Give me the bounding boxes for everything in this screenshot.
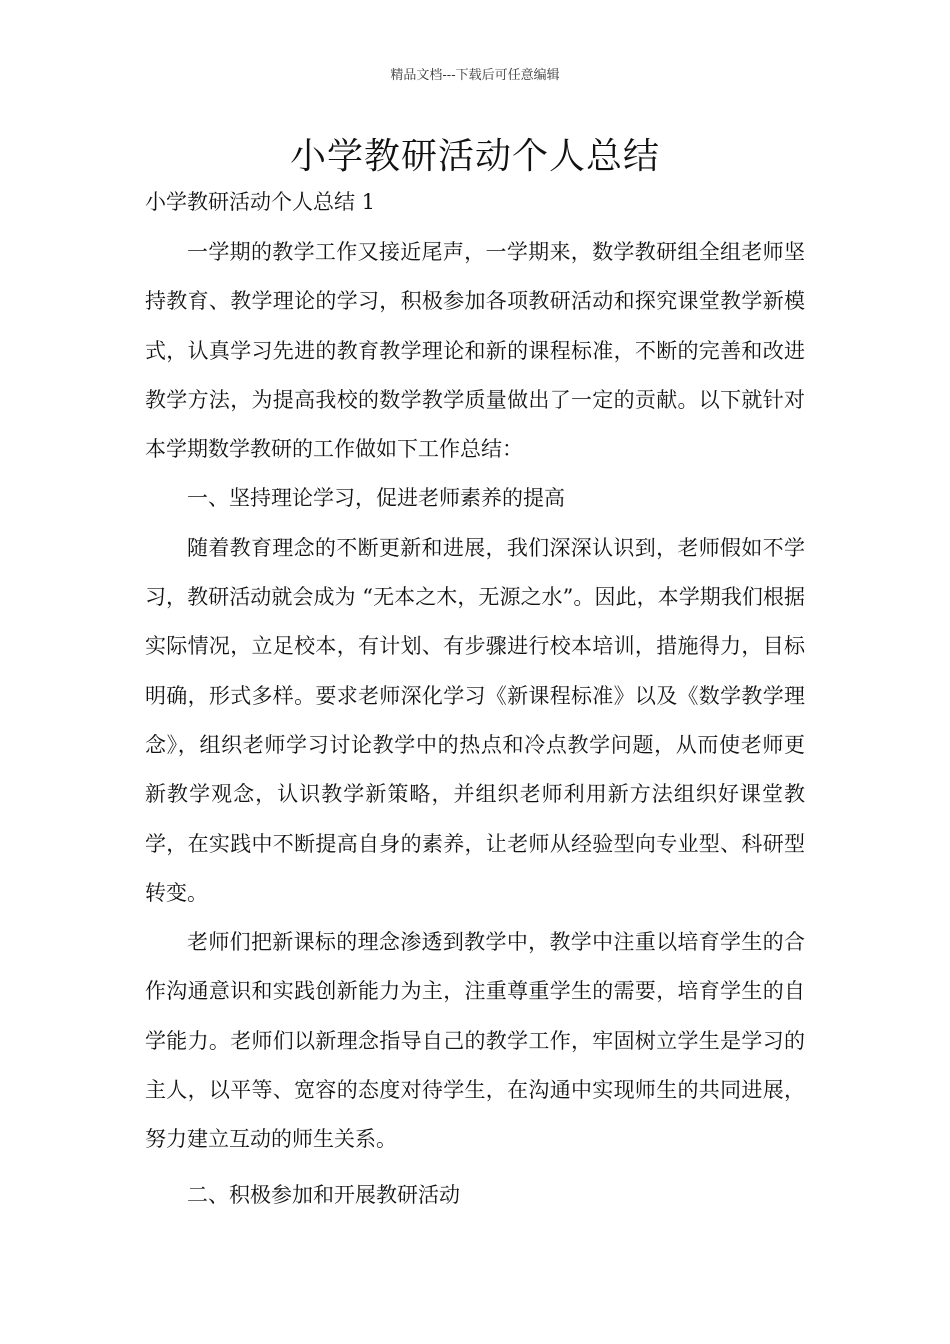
document-body	[145, 228, 805, 1220]
paragraph-intro: 一学期的教学工作又接近尾声，一学期来，数学教研组全组老师坚持教育、教学理论的学习，积极参加各项教研活动和探究课堂教学新模式，认真学习先进的教育教学理论和新的课程标准，不断的完善和改进教学方法，为提高我校的数学教学质量做出了一定的贡献。以下就针对本学期数学教研的工作做如下工作总结：	[145, 240, 805, 462]
paragraph-practice: 老师们把新课标的理念渗透到教学中，教学中注重以培育学生的合作沟通意识和实践创新能力为主，注重尊重学生的需要，培育学生的自学能力。老师们以新理念指导自己的教学工作，牢固树立学生是学习的主人，以平等、宽容的态度对待学生，在沟通中实现师生的共同进展，努力建立互动的师生关系。	[145, 930, 805, 1152]
section-heading-2: 二、积极参加和开展教研活动	[187, 1182, 460, 1207]
document-title: 小学教研活动个人总结	[289, 136, 660, 177]
document-subtitle: 小学教研活动个人总结 1	[145, 190, 376, 214]
paragraph-theory: 随着教育理念的不断更新和进展，我们深深认识到，老师假如不学习，教研活动就会成为 “无本之木，无源之水”。因此，本学期我们根据实际情况，立足校本，有计划、有步骤进行校本培训，措施得力，目标明确，形式多样。要求老师深化学习《新课程标准》以及《数学教学理念》，组织老师学习讨论教学中的热点和冷点教学问题，从而使老师更新教学观念，认识教学新策略，并组织老师利用新方法组织好课堂教学，在实践中不断提高自身的素养，让老师从经验型向专业型、科研型转变。	[145, 535, 805, 905]
header-note: 精品文档---下载后可任意编辑	[390, 68, 560, 83]
section-heading-1: 一、坚持理论学习，促进老师素养的提高	[187, 486, 565, 511]
